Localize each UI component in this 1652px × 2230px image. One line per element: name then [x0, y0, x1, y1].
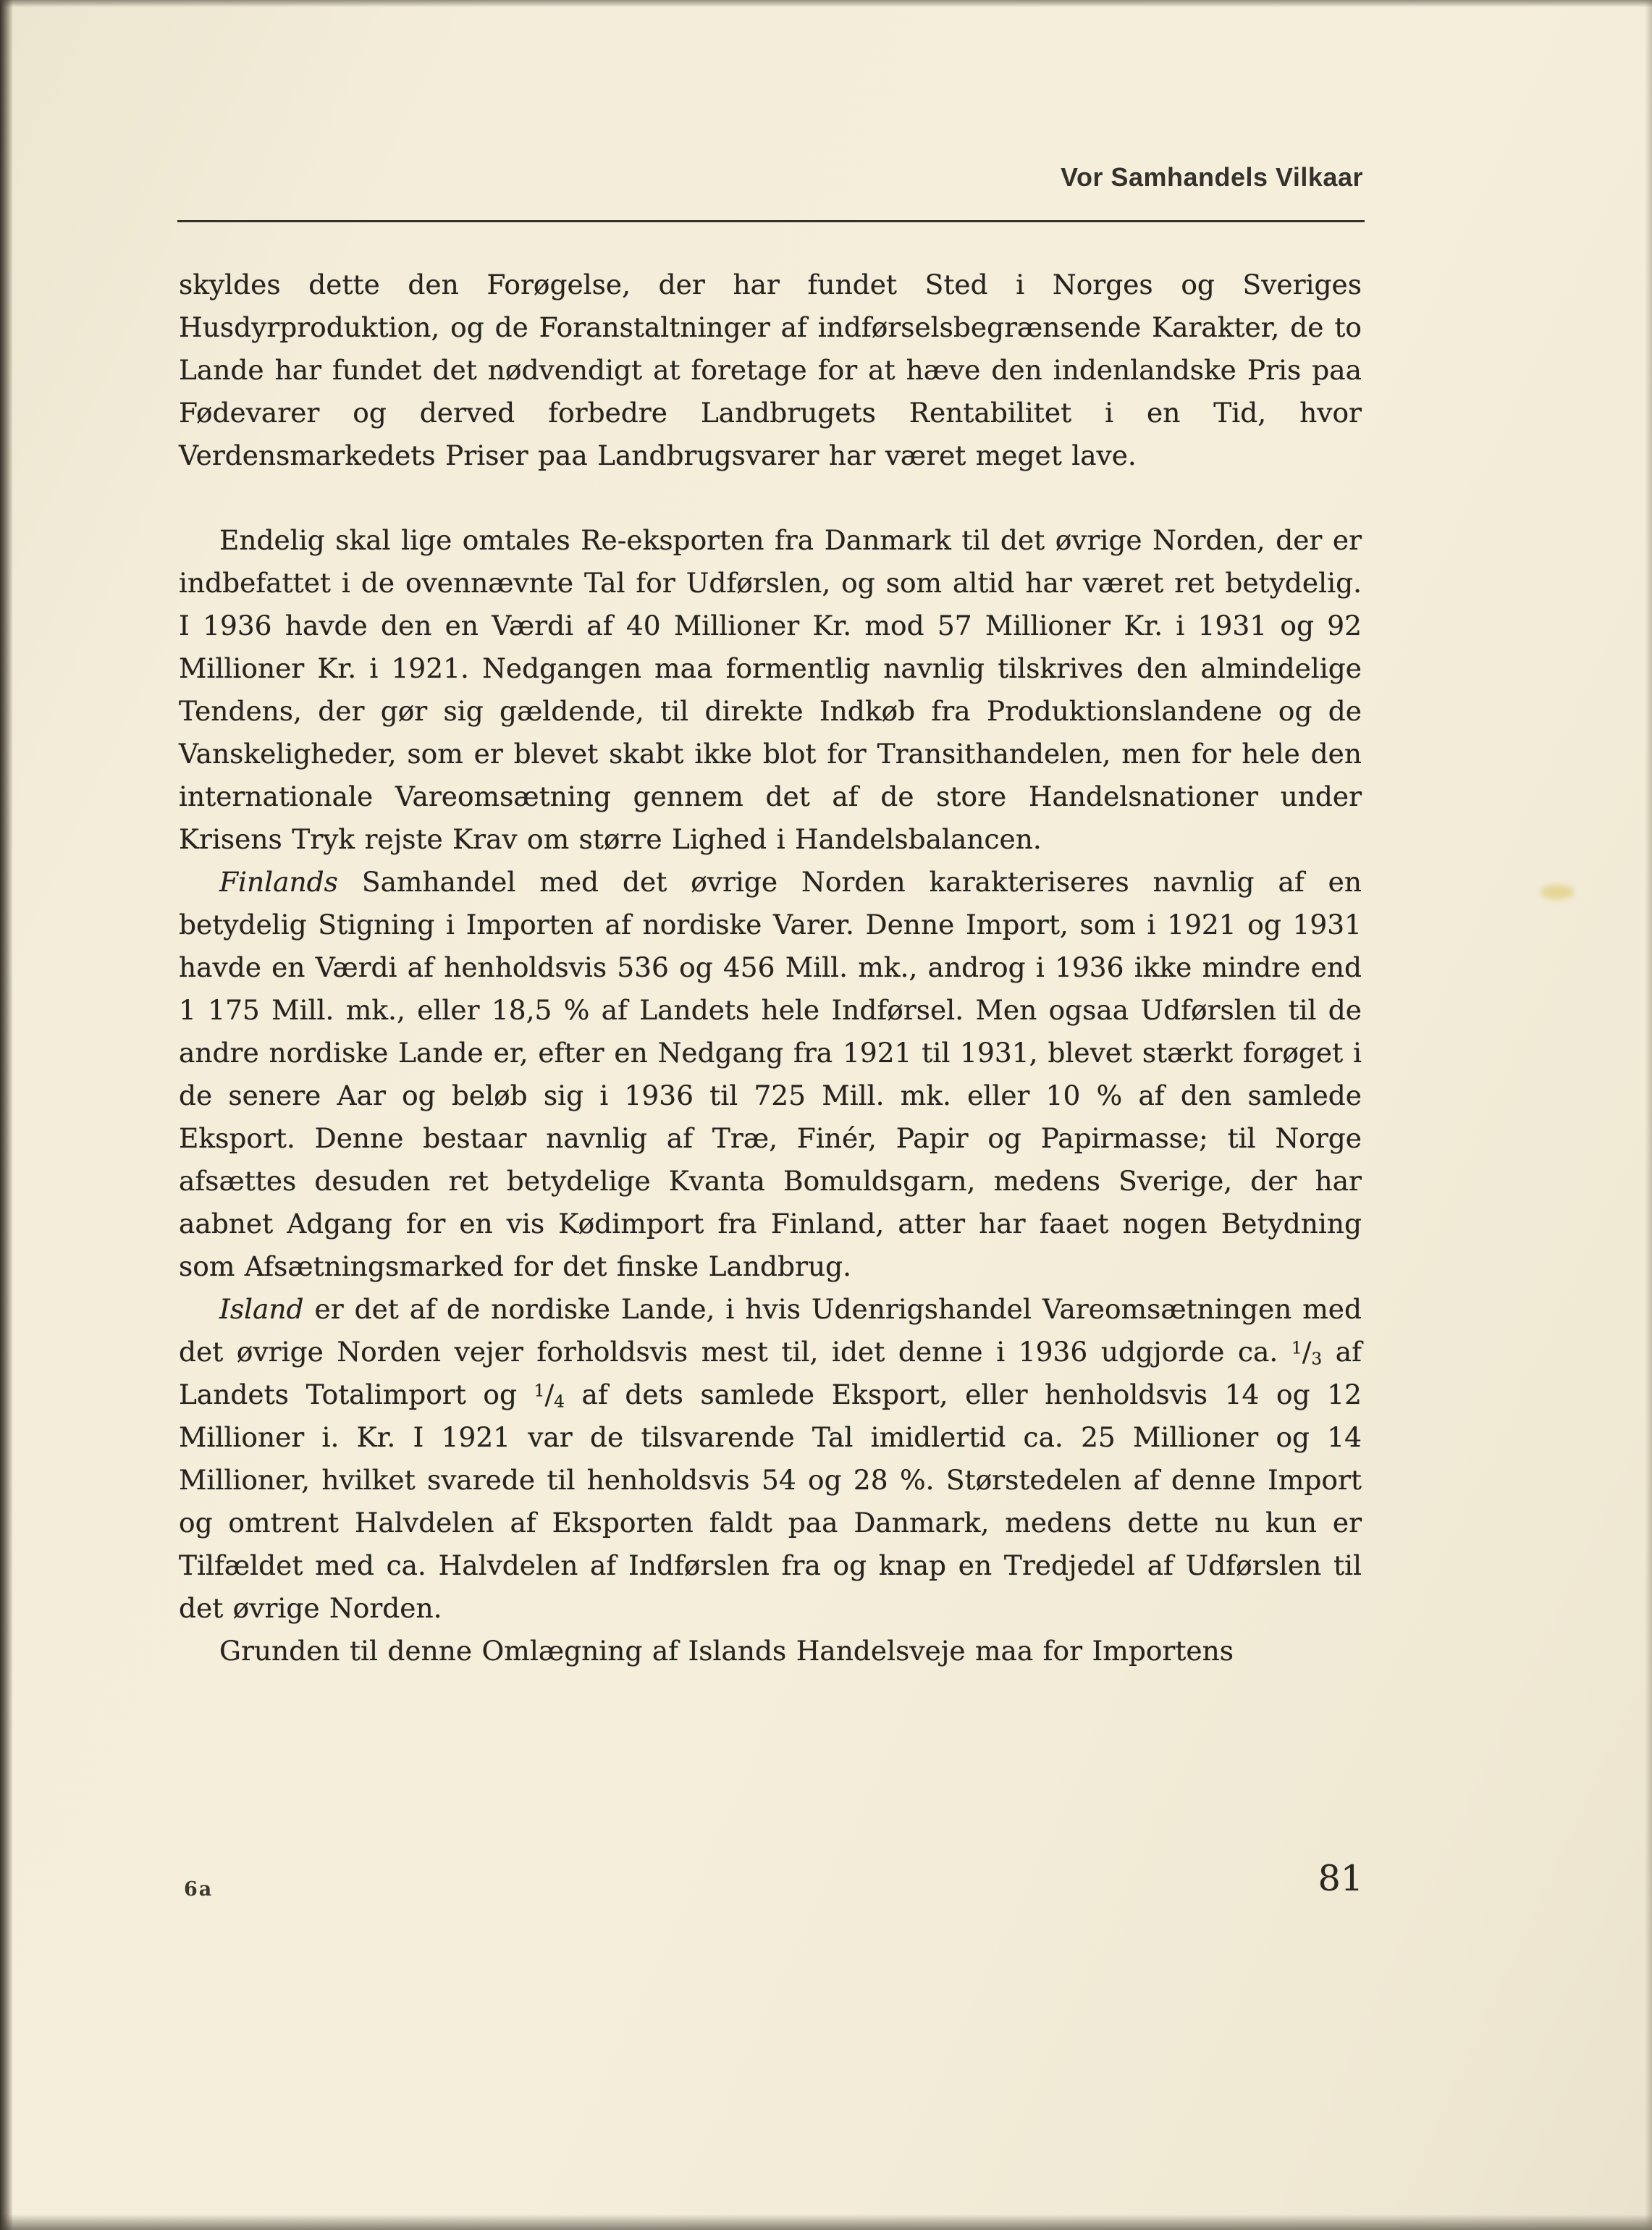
signature-mark: 6a [184, 1878, 214, 1901]
scan-edge-top [0, 0, 1652, 7]
text-run: Endelig skal lige omtales Re-eksporten fra Danmark til det øvrige Norden, der er indbefattet i de ovennævnte Tal for Udførslen, og som altid har været ret betydelig. I 1936 havde den en Værdi af 40 Millioner Kr. mod 57 Millioner Kr. i 1931 og 92 Millioner Kr. i 1921. Nedgangen maa formentlig navnlig tilskrives den almindelige Tendens, der gør sig gældende, til direkte Indkøb fra Produktionslandene og de Vanskeligheder, som er blevet skabt ikke blot for Transithandelen, men for hele den internationale Vareomsætning gennem det af de store Handelsnationer under Krisens Tryk rejste Krav om større Lighed i Handelsbalancen. [179, 524, 1362, 855]
text-run: Grunden til denne Omlægning af Islands Handelsveje maa for Importens [219, 1635, 1234, 1667]
paper-stain [1541, 885, 1574, 899]
scan-edge-left [0, 0, 13, 2230]
paragraph [179, 1630, 1362, 1672]
italic-term: Island [219, 1293, 304, 1325]
scan-edge-right [1645, 0, 1652, 2230]
paragraph [179, 1288, 1362, 1630]
header-rule [177, 220, 1365, 222]
paragraph [179, 861, 1362, 1288]
text-run: af Landets Totalimport og [179, 1336, 1362, 1410]
fraction: $^1/_3$ [1291, 1336, 1323, 1369]
text-run: er det af de nordiske Lande, i hvis Udenrigshandel Vareomsætningen med det øvrige Norden vejer forholdsvis mest til, idet denne i 1936 udgjorde ca. [179, 1293, 1362, 1368]
text-run: Samhandel med det øvrige Norden karakteriseres navnlig af en betydelig Stigning i Importen af nordiske Varer. Denne Import, som i 1921 og 1931 havde en Værdi af henholdsvis 536 og 456 Mill. mk., androg i 1936 ikke mindre end 1 175 Mill. mk., eller 18,5 % af Landets hele Indførsel. Men ogsaa Udførslen til de andre nordiske Lande er, efter en Nedgang fra 1921 til 1931, blevet stærkt forøget i de senere Aar og beløb sig i 1936 til 725 Mill. mk. eller 10 % af den samlede Eksport. Denne bestaar navnlig af Træ, Finér, Papir og Papirmasse; til Norge afsættes desuden ret betydelige Kvanta Bomuldsgarn, medens Sverige, der har aabnet Adgang for en vis Kødimport fra Finland, atter har faaet nogen Betydning som Afsætningsmarked for det finske Landbrug. [179, 866, 1362, 1282]
italic-term: Finlands [219, 866, 338, 898]
text-run: skyldes dette den Forøgelse, der har fundet Sted i Norges og Sveriges Husdyrproduktion, og de Foranstaltninger af indførselsbegrænsende Karakter, de to Lande har fundet det nødvendigt at foretage for at hæve den indenlandske Pris paa Fødevarer og derved forbedre Landbrugets Rentabilitet i en Tid, hvor Verdensmarkedets Priser paa Landbrugsvarer har været meget lave. [179, 269, 1362, 471]
page-number: 81 [1318, 1858, 1363, 1899]
scan-edge-bottom [0, 2214, 1652, 2230]
paragraph [179, 264, 1362, 477]
running-header: Vor Samhandels Vilkaar [1061, 162, 1363, 192]
body-text [179, 264, 1362, 1672]
fraction: $^1/_4$ [534, 1379, 565, 1412]
paragraph [179, 519, 1362, 861]
text-run: af dets samlede Eksport, eller henholdsvis 14 og 12 Millioner i. Kr. I 1921 var de tilsvarende Tal imidlertid ca. 25 Millioner og 14 Millioner, hvilket svarede til henholdsvis 54 og 28 %. Størstedelen af denne Import og omtrent Halvdelen af Eksporten faldt paa Danmark, medens dette nu kun er Tilfældet med ca. Halvdelen af Indførslen fra og knap en Tredjedel af Udførslen til det øvrige Norden. [179, 1379, 1362, 1624]
